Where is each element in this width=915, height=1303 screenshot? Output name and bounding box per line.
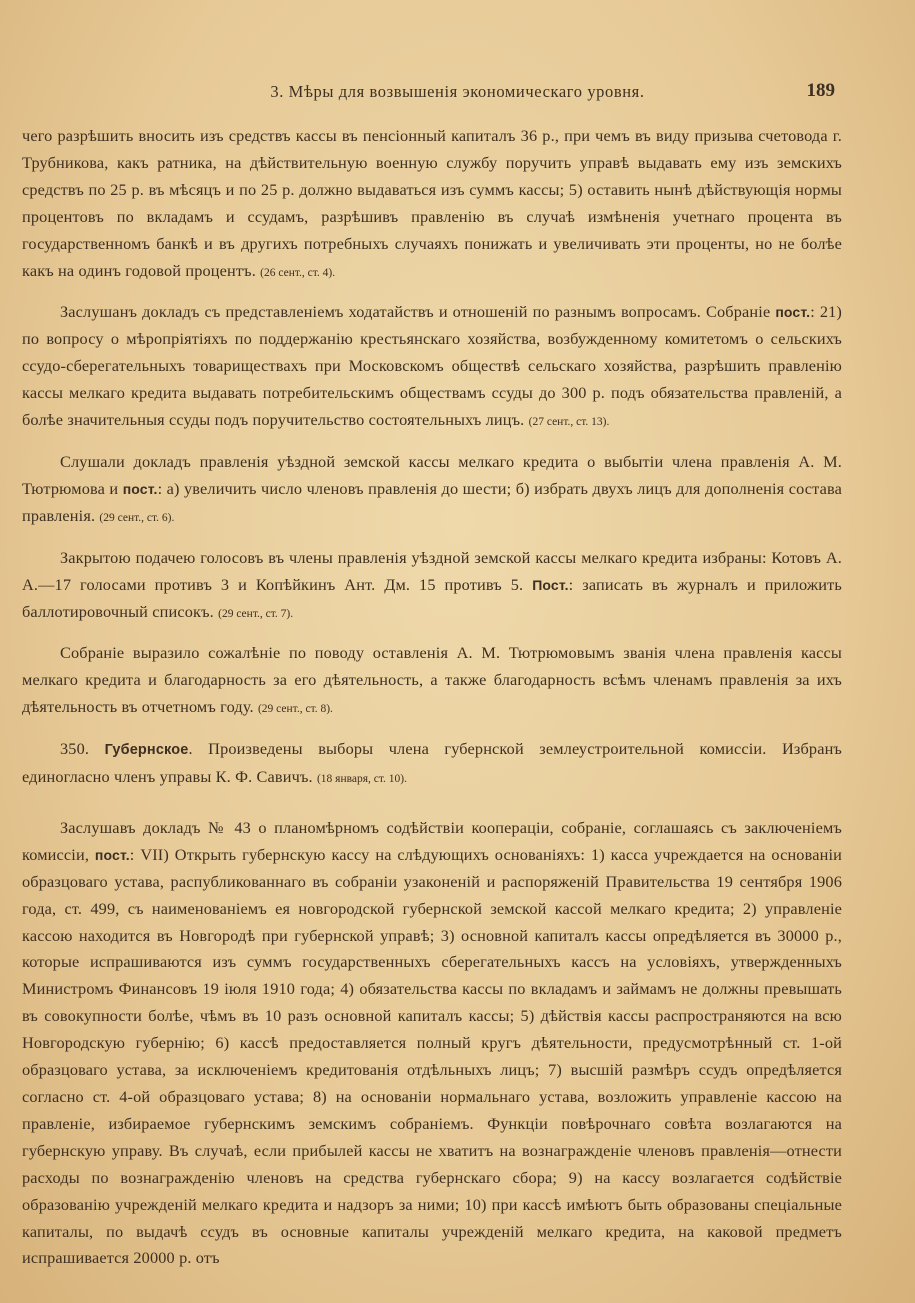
paragraph-text: : VII) Открыть губернскую кассу на слѣдующихъ основаніяхъ: 1) касса учреждается на основаніи образцоваго устава, распубликованнаго въ собраніи узаконеній и распоряженій Правительства 19 сентября 1906 года, ст. 499, съ наименованіемъ ея новгородской губернской земской кассой мелкаго кредита; 2) управленіе кассою находится въ Новгородѣ при губернской управѣ; 3) основной капиталъ кассы опредѣляется въ 30000 р., которые испрашиваются изъ суммъ государственныхъ сберегательныхъ кассъ на условіяхъ, утвержденныхъ Министромъ Финансовъ 19 іюля 1910 года; 4) обязательства кассы по вкладамъ и займамъ не должны превышать въ совокупности болѣе, чѣмъ въ 10 разъ основной капиталъ кассы; 5) дѣйствія кассы распространяются на всю Новгородскую губернію; 6) кассѣ предоставляется полный кругъ дѣятельности, предусмотрѣнный ст. 1-ой образцоваго устава, за исключеніемъ кредитованія отдѣльныхъ лицъ; 7) высшій размѣръ ссудъ опредѣляется согласно ст. 4-ой образцоваго устава; 8) на основаніи нормальнаго устава, возложить управленіе кассою на правленіе, избираемое губернскимъ земскимъ собраніемъ. Функціи повѣрочнаго совѣта возлагаются на губернскую управу. Въ случаѣ, если прибылей кассы не хватитъ на вознагражденіе членовъ правленія—отнести расходы по вознагражденію членовъ на средства губернскаго сбора; 9) на кассу возлагается содѣйствіе образованію учрежденій мелкаго кредита и надзоръ за ними; 10) при кассѣ имѣютъ быть образованы спеціальные капиталы, по выдачѣ ссудъ въ основные капиталы учрежденій мелкаго кредита, на каковой предметъ испрашивается 20000 р. отъ (22, 844, 842, 1268)
paragraph-text: Заслушанъ докладъ съ представленіемъ ходатайствъ и отношеній по разнымъ вопросамъ. Собраніе (60, 302, 776, 322)
paragraph-text: : записать въ журналъ и приложить баллотировочный списокъ. (22, 574, 842, 621)
running-header (0, 82, 915, 108)
paragraph (22, 736, 842, 793)
paragraph-text: : а) увеличить число членовъ правленія до шести; б) избрать двухъ лицъ для дополненія состава правленія. (22, 478, 842, 525)
citation-ref: (27 сент., ст. 13). (528, 416, 610, 429)
paragraph (22, 449, 842, 532)
paragraph (22, 299, 842, 436)
running-title: 3. Мѣры для возвышенія экономическаго уровня. (270, 82, 645, 101)
paragraph (22, 545, 842, 628)
citation-ref: (29 сент., ст. 6). (99, 511, 175, 524)
resolution-marker: пост. (775, 304, 811, 321)
paragraph-text: Закрытою подачею голосовъ въ члены правленія уѣздной земской кассы мелкаго кредита избраны: Котовъ А. А.—17 голосами противъ 3 и Копѣйкинъ Ант. Дм. 15 противъ 5. (22, 547, 842, 594)
paragraph-text: Собраніе выразило сожалѣніе по поводу оставленія А. М. Тютрюмовымъ званія члена правленія кассы мелкаго кредита и благодарность за его дѣятельность, а также благодарность всѣмъ членамъ правленія за ихъ дѣятельность въ отчетномъ году. (22, 643, 842, 717)
paragraph-text: 350. (60, 739, 105, 759)
paragraph (22, 123, 842, 286)
paragraph-text: Слушали докладъ правленія уѣздной земской кассы мелкаго кредита о выбытіи члена правленія А. М. Тютрюмова и (22, 451, 842, 498)
paragraph-text: : 21) по вопросу о мѣропріятіяхъ по поддержанію крестьянскаго хозяйства, возбужденному комитетомъ о сельскихъ ссудо-сберегательныхъ товариществахъ при Московскомъ обществѣ сельскаго хозяйства, разрѣшить правленію кассы мелкаго кредита выдавать потребительскимъ обществамъ ссуды до 300 р. подъ обязательства правленій, а болѣе значительныя ссуды подъ поручительство состоятельныхъ лицъ. (22, 302, 842, 430)
citation-ref: (26 сент., ст. 4). (260, 266, 336, 279)
resolution-marker: пост. (94, 846, 130, 863)
citation-ref: (29 сент., ст. 7). (218, 607, 294, 620)
body-text (22, 123, 842, 1285)
citation-ref: (18 января, ст. 10). (316, 773, 408, 786)
resolution-marker: пост. (122, 480, 158, 497)
paragraph (22, 640, 842, 723)
resolution-marker: Пост. (532, 576, 569, 593)
paragraph-text: чего разрѣшить вносить изъ средствъ кассы въ пенсіонный капиталъ 36 р., при чемъ въ виду призыва счетовода г. Трубникова, какъ ратника, на дѣйствительную военную службу поручить управѣ выдавать ему изъ земскихъ средствъ по 25 р. въ мѣсяцъ и по 25 р. должно выдаваться изъ суммъ кассы; 5) оставить нынѣ дѣйствующія нормы процентовъ по вкладамъ и ссудамъ, разрѣшивъ правленію въ случаѣ измѣненія учетнаго процента въ государственномъ банкѣ и въ другихъ потребныхъ случаяхъ понижать и увеличивать эти проценты, но не болѣе какъ на одинъ годовой процентъ. (22, 126, 842, 280)
citation-ref: (29 сент., ст. 8). (257, 703, 333, 716)
paragraph-text: . Произведены выборы члена губернской землеустроительной комиссіи. Избранъ единогласно членъ управы К. Ф. Савичъ. (22, 739, 843, 787)
paragraph-text: Заслушавъ докладъ № 43 о планомѣрномъ содѣйствіи коопераціи, собраніе, соглашаясь съ заключеніемъ комиссіи, (22, 817, 842, 864)
paragraph (22, 815, 842, 1272)
page-number: 189 (806, 80, 835, 101)
section-label: Губернское (104, 742, 189, 759)
